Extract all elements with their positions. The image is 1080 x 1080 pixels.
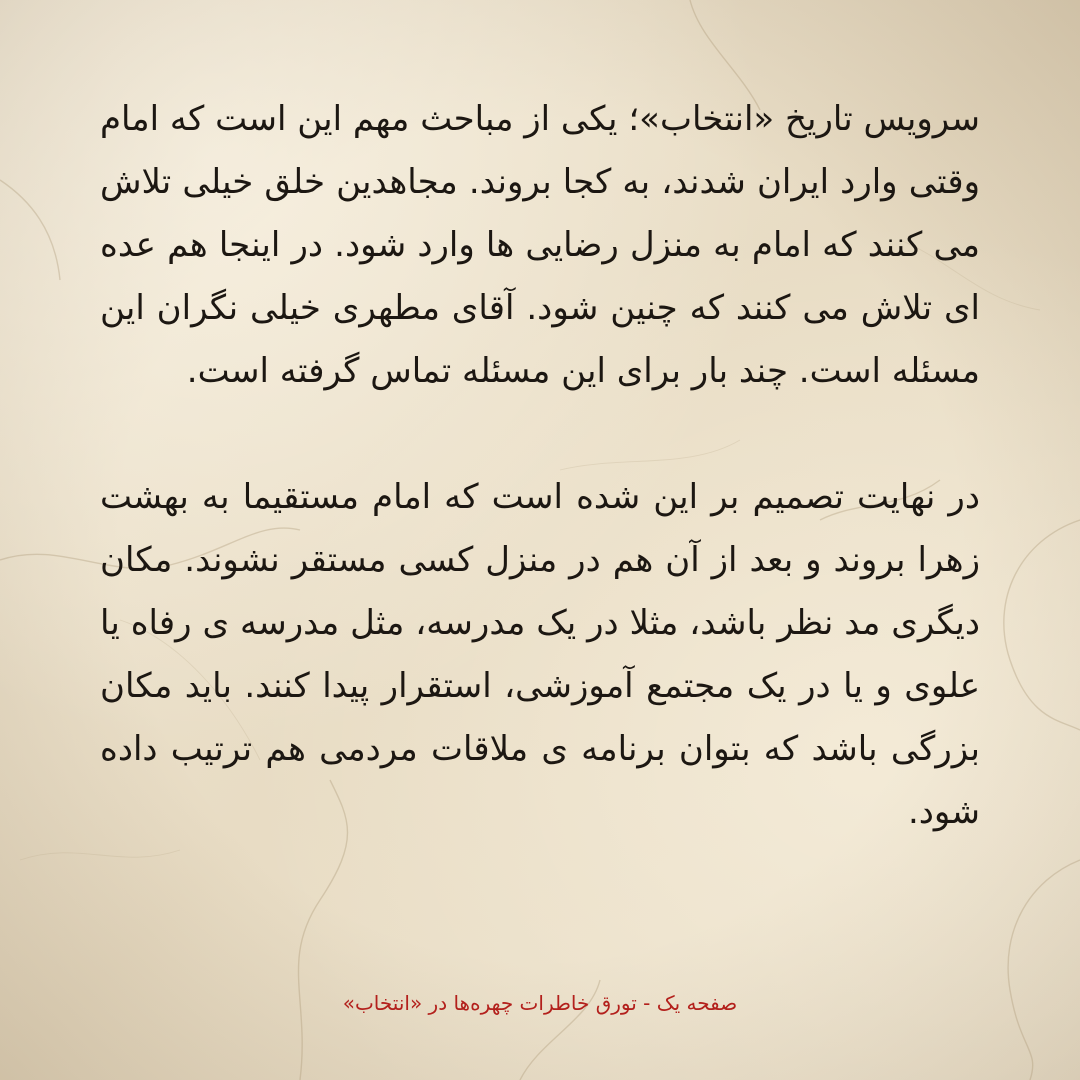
paragraph-2: در نهایت تصمیم بر این شده است که امام مستقیما به بهشت زهرا بروند و بعد از آن هم در منزل کسی مستقر نشوند. مکان دیگری مد نظر باشد، مثلا در یک مدرسه، مثل مدرسه ی رفاه یا علوی و یا در یک مجتمع آموزشی، استقرار پیدا کنند. باید مکان بزرگی باشد که بتوان برنامه ی ملاقات مردمی هم ترتیب داده شود.: [100, 477, 980, 832]
article-body: [100, 88, 980, 844]
paragraph-1: سرویس تاریخ «انتخاب»؛ یکی از مباحث مهم این است که امام وقتی وارد ایران شدند، به کجا بروند. مجاهدین خلق خیلی تلاش می کنند که امام به منزل رضایی ها وارد شود. در اینجا هم عده ای تلاش می کنند که چنین شود. آقای مطهری خیلی نگران این مسئله است. چند بار برای این مسئله تماس گرفته است.: [100, 99, 980, 391]
page-footer-caption: صفحه یک - تورق خاطرات چهره‌ها در «انتخاب»: [342, 991, 738, 1015]
